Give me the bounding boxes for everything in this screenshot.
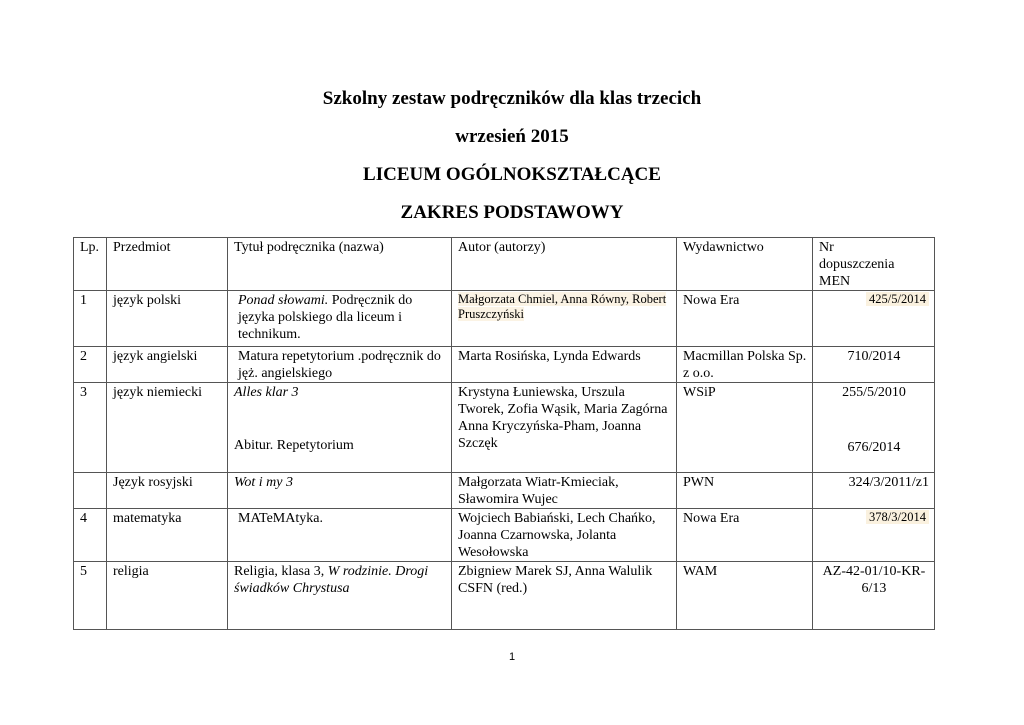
row-lp: 1: [74, 291, 107, 347]
row-publisher: WAM: [677, 562, 813, 630]
row-author: Małgorzata Wiatr-Kmieciak, Sławomira Wujec: [452, 473, 677, 509]
row-approval: AZ-42-01/10-KR-6/13: [813, 562, 935, 630]
row-title: Matura repetytorium .podręcznik do jęż. angielskiego: [228, 347, 452, 383]
table-row: [74, 383, 935, 473]
row-author-b: Anna Kryczyńska-Pham, Joanna Szczęk: [458, 419, 642, 451]
row-author-text: Małgorzata Chmiel, Anna Równy, Robert Pruszczyński: [458, 292, 667, 321]
row-approval-text: 378/3/2014: [866, 510, 929, 524]
row-title-a: Alles klar 3: [234, 385, 299, 400]
row-subject: język niemiecki: [107, 383, 228, 473]
row-title: [228, 291, 452, 347]
row-title: [228, 383, 452, 473]
row-title: [228, 562, 452, 630]
row-title-italic: Wot i my 3: [234, 475, 293, 490]
row-approval: [813, 509, 935, 562]
row-publisher: Nowa Era: [677, 291, 813, 347]
table-row: [74, 509, 935, 562]
textbook-table: [73, 237, 935, 630]
row-approval-b: 676/2014: [847, 440, 901, 455]
row-publisher: Macmillan Polska Sp. z o.o.: [677, 347, 813, 383]
row-title: MATeMAtyka.: [228, 509, 452, 562]
header-approval-line2: dopuszczenia: [819, 257, 895, 272]
row-author: [452, 383, 677, 473]
row-approval: [813, 383, 935, 473]
row-subject: religia: [107, 562, 228, 630]
header-approval-line1: Nr: [819, 240, 834, 255]
document-title: Szkolny zestaw podręczników dla klas trzecich: [322, 88, 702, 109]
row-lp: 5: [74, 562, 107, 630]
row-publisher: WSiP: [677, 383, 813, 473]
table-row: [74, 562, 935, 630]
row-title-italic: Ponad słowami.: [238, 293, 329, 308]
table-header-row: [74, 238, 935, 291]
table-row: [74, 347, 935, 383]
row-title: [228, 473, 452, 509]
row-author: Zbigniew Marek SJ, Anna Walulik CSFN (red.): [452, 562, 677, 630]
row-publisher: Nowa Era: [677, 509, 813, 562]
row-title-italic: W rodzinie. Drogi świadków Chrystusa: [234, 564, 429, 596]
header-approval: [813, 238, 935, 291]
header-author: Autor (autorzy): [452, 238, 677, 291]
document-date: wrzesień 2015: [455, 126, 569, 147]
header-lp: Lp.: [74, 238, 107, 291]
header-title: Tytuł podręcznika (nazwa): [228, 238, 452, 291]
row-title-b: Abitur. Repetytorium: [234, 438, 354, 453]
row-approval-a: 255/5/2010: [842, 385, 906, 400]
row-author: Wojciech Babiański, Lech Chańko, Joanna Czarnowska, Jolanta Wesołowska: [452, 509, 677, 562]
row-lp: [74, 473, 107, 509]
row-author: [452, 291, 677, 347]
row-title-spacer: [234, 401, 446, 437]
row-subject: język angielski: [107, 347, 228, 383]
row-approval-spacer: [819, 401, 929, 439]
row-approval: 324/3/2011/z1: [813, 473, 935, 509]
row-subject: język polski: [107, 291, 228, 347]
table-row: [74, 291, 935, 347]
row-title-plain: Religia, klasa 3,: [234, 564, 328, 579]
row-approval: [813, 291, 935, 347]
row-lp: 3: [74, 383, 107, 473]
header-subject: Przedmiot: [107, 238, 228, 291]
school-type: LICEUM OGÓLNOKSZTAŁCĄCE: [363, 164, 661, 185]
header-publisher: Wydawnictwo: [677, 238, 813, 291]
page-number: 1: [508, 651, 516, 663]
row-title-rest: Podręcznik do języka polskiego dla liceum i technikum.: [238, 293, 413, 342]
row-approval: 710/2014: [813, 347, 935, 383]
scope-level: ZAKRES PODSTAWOWY: [400, 202, 624, 223]
row-subject: matematyka: [107, 509, 228, 562]
table-row: [74, 473, 935, 509]
row-approval-text: 425/5/2014: [866, 292, 929, 306]
row-lp: 4: [74, 509, 107, 562]
header-approval-line3: MEN: [819, 274, 851, 289]
row-lp: 2: [74, 347, 107, 383]
row-subject: Język rosyjski: [107, 473, 228, 509]
row-author-a: Krystyna Łuniewska, Urszula Tworek, Zofia Wąsik, Maria Zagórna: [458, 385, 668, 417]
row-author: Marta Rosińska, Lynda Edwards: [452, 347, 677, 383]
row-publisher: PWN: [677, 473, 813, 509]
